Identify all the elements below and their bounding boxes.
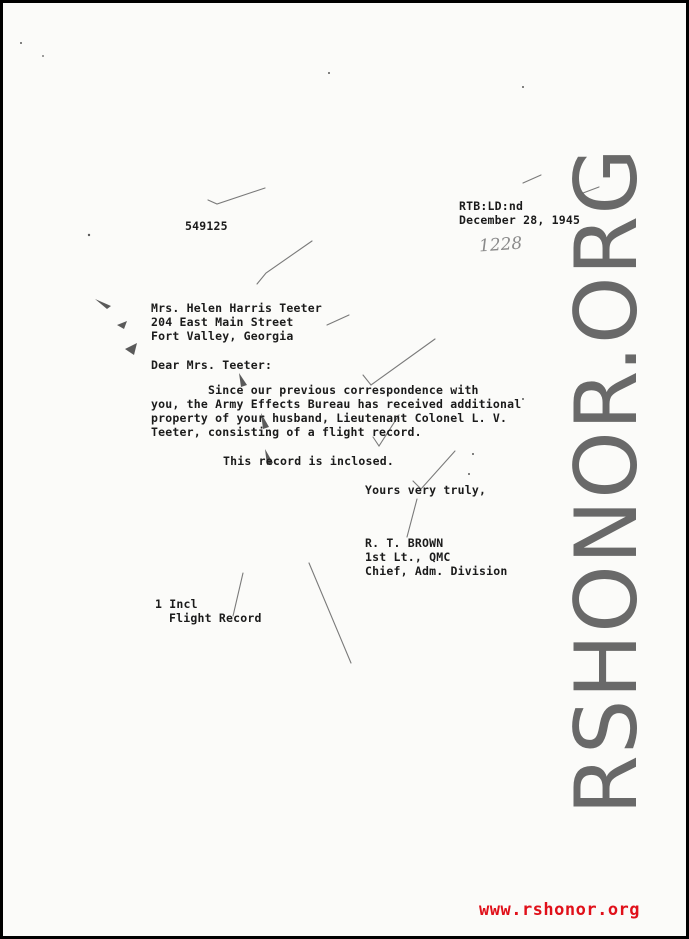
body-line: property of your husband, Lieutenant Colonel L. V. [151,411,508,425]
enclosure-statement: This record is inclosed. [223,454,394,468]
body-line: you, the Army Effects Bureau has received additional [151,397,522,411]
reference-initials: RTB:LD:nd [459,199,524,213]
closing: Yours very truly, [365,483,487,497]
letter-date: December 28, 1945 [459,213,581,227]
recipient-city: Fort Valley, Georgia [151,329,294,343]
recipient-street: 204 East Main Street [151,315,294,329]
file-number: 549125 [185,219,228,233]
enclosure-count: 1 Incl [155,597,198,611]
body-line: Teeter, consisting of a flight record. [151,425,422,439]
site-url-link[interactable]: www.rshonor.org [479,900,641,920]
salutation: Dear Mrs. Teeter: [151,358,273,372]
signer-title: Chief, Adm. Division [365,564,508,578]
signer-rank: 1st Lt., QMC [365,550,451,564]
recipient-name: Mrs. Helen Harris Teeter [151,301,322,315]
signer-name: R. T. BROWN [365,536,444,550]
watermark-text: RSHONOR.ORG [557,147,657,815]
document-page [3,3,686,936]
handwritten-note: 1228 [478,233,523,257]
body-line: Since our previous correspondence with [151,383,479,397]
enclosure-item: Flight Record [169,611,262,625]
